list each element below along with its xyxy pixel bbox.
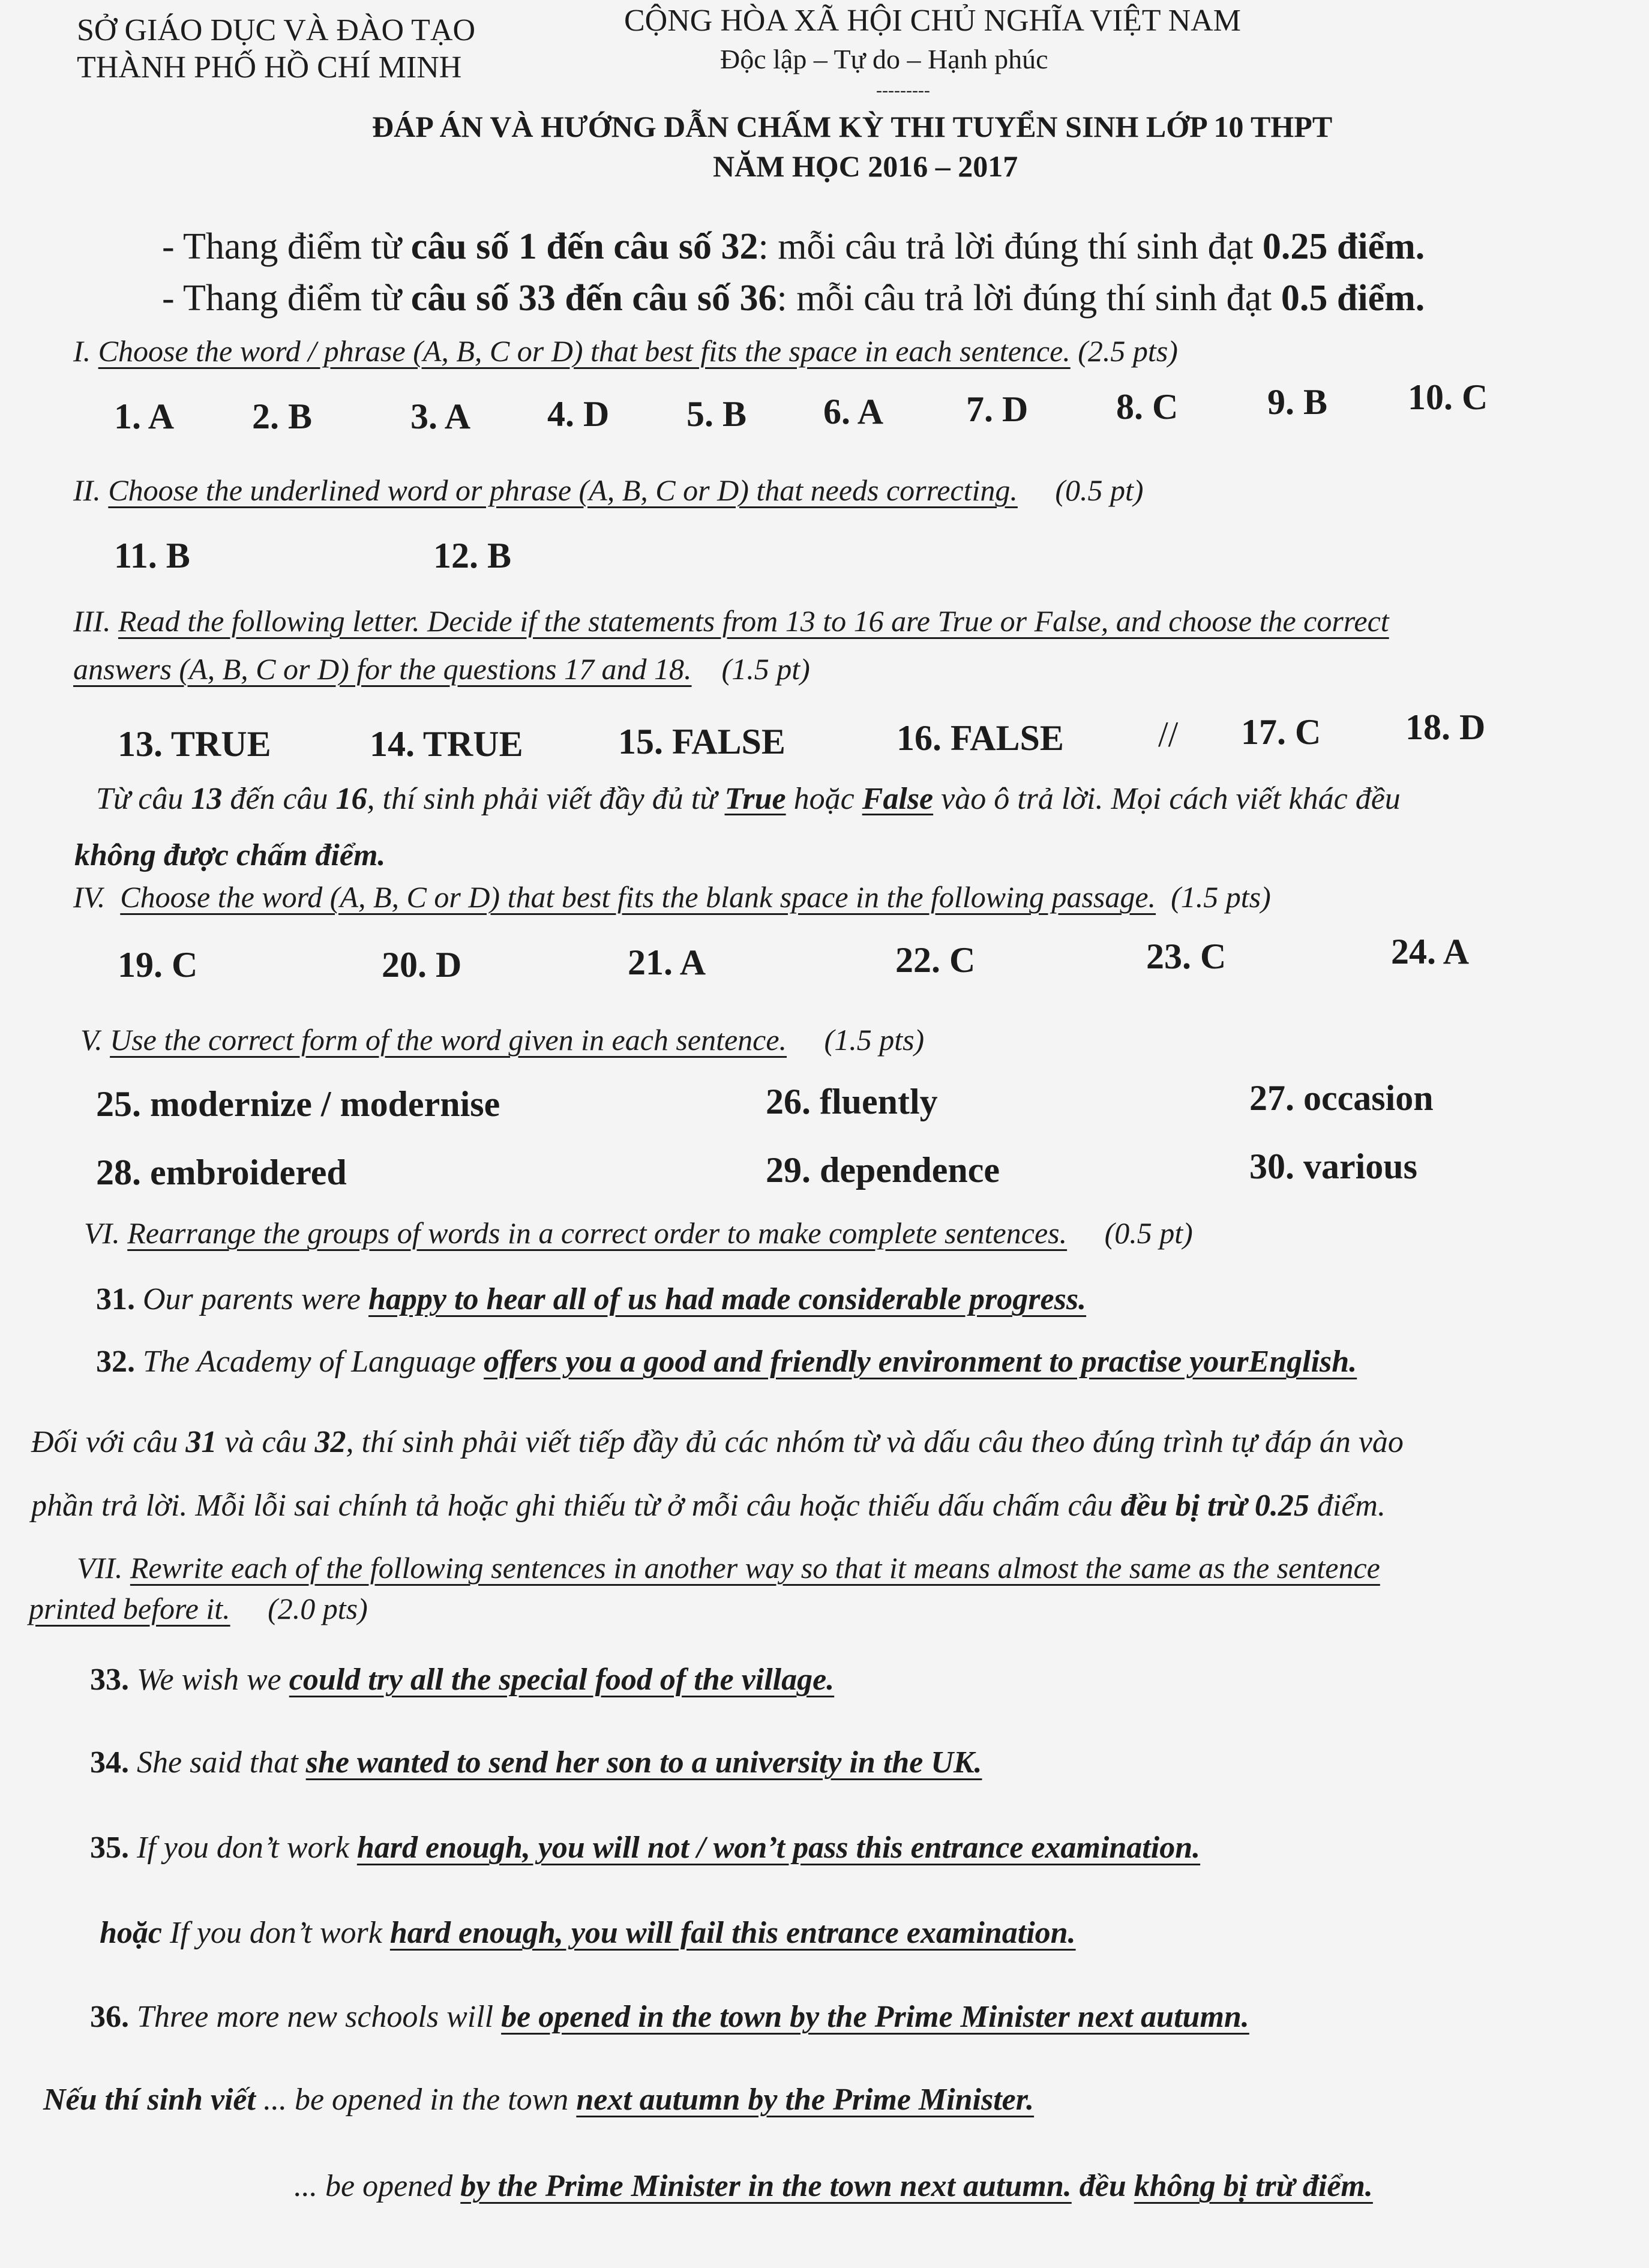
country-name: CỘNG HÒA XÃ HỘI CHỦ NGHĨA VIỆT NAM [624, 4, 1241, 38]
section-4-instruction: IV. Choose the word (A, B, C or D) that best fits the blank space in the following passage. (1.5 pts) [73, 880, 1271, 914]
answer-11: 11. B [114, 536, 190, 575]
answer-27: 27. occasion [1249, 1078, 1434, 1118]
answer-1: 1. A [114, 397, 175, 436]
answer-26: 26. fluently [766, 1082, 938, 1121]
section-6-instruction: VI. Rearrange the groups of words in a correct order to make complete sentences. (0.5 pt) [84, 1216, 1193, 1250]
section-6-note-line1: Đối với câu 31 và câu 32, thí sinh phải viết tiếp đầy đủ các nhóm từ và dấu câu theo đúng trình tự đáp án vào [31, 1425, 1404, 1459]
school-year: NĂM HỌC 2016 – 2017 [713, 149, 1018, 183]
section-1-instruction: I. Choose the word / phrase (A, B, C or D) that best fits the space in each sentence. (2.5 pts) [73, 334, 1178, 368]
answer-13: 13. TRUE [118, 724, 271, 764]
answer-32: 32. The Academy of Language offers you a good and friendly environment to practise yourEnglish. [96, 1345, 1357, 1379]
answer-33: 33. We wish we could try all the special food of the village. [90, 1663, 835, 1697]
answer-17: 17. C [1241, 712, 1321, 752]
section-5-instruction: V. Use the correct form of the word given in each sentence. (1.5 pts) [80, 1023, 925, 1057]
section-2-instruction: II. Choose the underlined word or phrase (A, B, C or D) that needs correcting. (0.5 pt) [73, 473, 1144, 507]
answer-18: 18. D [1405, 707, 1486, 747]
answer-21: 21. A [628, 943, 706, 982]
answer-16: 16. FALSE [897, 718, 1064, 758]
section-3-note-line1: Từ câu 13 đến câu 16, thí sinh phải viết đầy đủ từ True hoặc False vào ô trả lời. Mọi cách viết khác đều [96, 782, 1401, 816]
national-motto: Độc lập – Tự do – Hạnh phúc [720, 44, 1048, 74]
department-name-line2: THÀNH PHỐ HỒ CHÍ MINH [77, 50, 462, 85]
answer-30: 30. various [1249, 1147, 1418, 1186]
answer-separator: // [1158, 715, 1179, 754]
section-7-instruction-line1: VII. Rewrite each of the following sentences in another way so that it means almost the same as the sentence [77, 1551, 1380, 1585]
answer-31: 31. Our parents were happy to hear all of us had made considerable progress. [96, 1282, 1087, 1316]
answer-3: 3. A [410, 397, 471, 436]
section-6-note-line2: phần trả lời. Mỗi lỗi sai chính tả hoặc ghi thiếu từ ở mỗi câu hoặc thiếu dấu chấm câu đều bị trừ 0.25 điểm. [31, 1489, 1386, 1523]
section-3-instruction-line1: III. Read the following letter. Decide if the statements from 13 to 16 are True or False, and choose the correct [73, 604, 1389, 638]
answer-25: 25. modernize / modernise [96, 1084, 500, 1124]
section-3-instruction-line2: answers (A, B, C or D) for the questions 17 and 18. (1.5 pt) [73, 652, 810, 686]
answer-28: 28. embroidered [96, 1153, 347, 1192]
answer-20: 20. D [382, 945, 462, 985]
answer-4: 4. D [547, 394, 610, 434]
answer-36-note-2: ... be opened by the Prime Minister in the town next autumn. đều không bị trừ điểm. [294, 2169, 1373, 2203]
answer-12: 12. B [433, 536, 512, 575]
answer-35: 35. If you don’t work hard enough, you will not / won’t pass this entrance examination. [90, 1831, 1201, 1865]
scoring-rule-1: - Thang điểm từ câu số 1 đến câu số 32: mỗi câu trả lời đúng thí sinh đạt 0.25 điểm. [162, 226, 1425, 267]
answer-36: 36. Three more new schools will be opened in the town by the Prime Minister next autumn. [90, 2000, 1249, 2034]
section-3-note-line2: không được chấm điểm. [74, 838, 386, 872]
answer-15: 15. FALSE [618, 722, 785, 761]
answer-24: 24. A [1391, 932, 1470, 971]
answer-8: 8. C [1116, 387, 1179, 427]
answer-2: 2. B [252, 397, 313, 436]
department-name-line1: SỞ GIÁO DỤC VÀ ĐÀO TẠO [77, 13, 475, 47]
page-title: ĐÁP ÁN VÀ HƯỚNG DẪN CHẤM KỲ THI TUYỂN SINH LỚP 10 THPT [372, 110, 1333, 143]
section-7-instruction-line2: printed before it. (2.0 pts) [29, 1592, 368, 1625]
answer-35-alternative: hoặc If you don’t work hard enough, you will fail this entrance examination. [100, 1916, 1076, 1950]
answer-14: 14. TRUE [370, 724, 523, 764]
answer-10: 10. C [1408, 377, 1488, 417]
answer-19: 19. C [118, 945, 198, 985]
answer-36-note-1: Nếu thí sinh viết ... be opened in the town next autumn by the Prime Minister. [43, 2083, 1035, 2117]
answer-23: 23. C [1146, 937, 1227, 976]
answer-34: 34. She said that she wanted to send her son to a university in the UK. [90, 1745, 982, 1780]
scoring-rule-2: - Thang điểm từ câu số 33 đến câu số 36: mỗi câu trả lời đúng thí sinh đạt 0.5 điểm. [162, 278, 1425, 319]
answer-29: 29. dependence [766, 1150, 1000, 1190]
answer-7: 7. D [966, 389, 1029, 429]
answer-6: 6. A [823, 392, 884, 431]
answer-9: 9. B [1267, 382, 1328, 422]
answer-5: 5. B [686, 394, 747, 434]
answer-22: 22. C [895, 940, 976, 980]
header-rule: --------- [876, 80, 930, 100]
